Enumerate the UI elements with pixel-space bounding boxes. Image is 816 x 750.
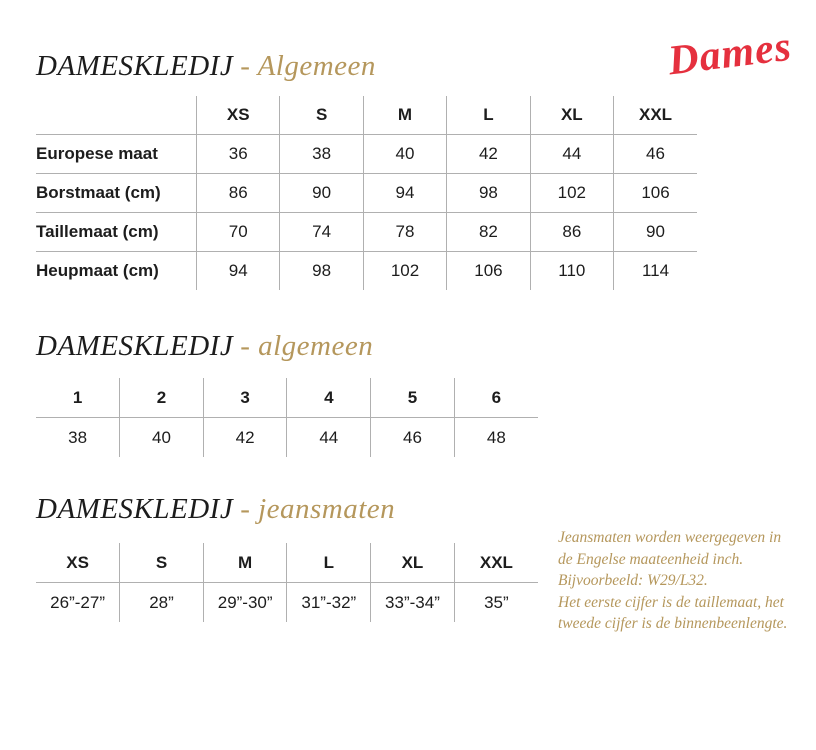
column-header: M — [203, 543, 287, 583]
column-header: S — [120, 543, 204, 583]
cell: 82 — [447, 213, 530, 252]
numeric-size-table — [36, 378, 538, 457]
table-header-row — [36, 378, 538, 418]
cell: 86 — [530, 213, 613, 252]
column-header: 5 — [371, 378, 455, 418]
cell: 98 — [447, 174, 530, 213]
cell: 36 — [197, 135, 280, 174]
column-header: L — [447, 96, 530, 135]
cell: 90 — [280, 174, 363, 213]
row-label: Heupmaat (cm) — [36, 261, 159, 280]
cell: 26”-27” — [50, 592, 105, 612]
note-line: Het eerste cijfer is de taillemaat, het — [558, 593, 784, 611]
table-row — [36, 583, 538, 623]
jeans-note — [558, 527, 813, 635]
cell: 44 — [530, 135, 613, 174]
cell: 102 — [363, 252, 446, 291]
row-label: Taillemaat (cm) — [36, 213, 197, 252]
cell: 102 — [530, 174, 613, 213]
section-title-jeans — [36, 493, 395, 526]
cell: 86 — [197, 174, 280, 213]
column-header: 1 — [36, 378, 120, 418]
section-title-general — [36, 50, 376, 83]
cell: 40 — [363, 135, 446, 174]
column-header: XS — [197, 96, 280, 135]
cell: 46 — [371, 418, 455, 458]
cell: 35” — [454, 583, 538, 623]
column-header: 6 — [454, 378, 538, 418]
note-line: Bijvoorbeeld: W29/L32. — [558, 572, 708, 589]
cell: 28” — [120, 583, 204, 623]
note-line: tweede cijfer is de binnenbeenlengte. — [558, 615, 788, 632]
title-accent: - Algemeen — [240, 50, 376, 82]
note-line: de Engelse maateenheid inch. — [558, 550, 744, 568]
column-header: XXL — [614, 96, 697, 135]
cell: 110 — [530, 252, 613, 291]
title-accent: - algemeen — [240, 330, 374, 362]
table-row — [36, 213, 697, 252]
column-header: 3 — [203, 378, 287, 418]
table-header-row — [36, 543, 538, 583]
cell: 40 — [120, 418, 204, 458]
title-main: DAMESKLEDIJ — [36, 330, 234, 362]
cell: 94 — [363, 174, 446, 213]
cell: 90 — [614, 213, 697, 252]
table-row — [36, 135, 697, 174]
title-main: DAMESKLEDIJ — [36, 493, 234, 525]
dames-logo: Dames — [665, 23, 795, 85]
cell: 44 — [287, 418, 371, 458]
column-header: L — [287, 543, 371, 583]
cell: 98 — [280, 252, 363, 291]
column-header: 4 — [287, 378, 371, 418]
column-header: S — [280, 96, 363, 135]
cell: 70 — [197, 213, 280, 252]
cell: 48 — [454, 418, 538, 458]
cell: 38 — [68, 427, 88, 447]
column-header: XS — [36, 543, 120, 583]
table-row — [36, 174, 697, 213]
note-line: Jeansmaten worden weergegeven in — [558, 529, 782, 546]
table-header-row — [36, 96, 697, 135]
cell: 46 — [614, 135, 697, 174]
empty-header-cell — [36, 96, 197, 135]
row-label: Borstmaat (cm) — [36, 174, 197, 213]
column-header: M — [363, 96, 446, 135]
cell: 74 — [280, 213, 363, 252]
cell: 33”-34” — [371, 583, 455, 623]
title-main: DAMESKLEDIJ — [36, 50, 234, 82]
cell: 106 — [447, 252, 530, 291]
cell: 78 — [363, 213, 446, 252]
section-title-numeric — [36, 330, 373, 363]
cell: 94 — [197, 252, 280, 291]
table-row — [36, 418, 538, 458]
general-size-table — [36, 96, 697, 290]
column-header: XL — [371, 543, 455, 583]
cell: 114 — [614, 252, 697, 291]
cell: 106 — [614, 174, 697, 213]
table-row — [36, 252, 697, 291]
cell: 42 — [203, 418, 287, 458]
row-label: Europese maat — [36, 135, 197, 174]
column-header: XL — [530, 96, 613, 135]
cell: 42 — [447, 135, 530, 174]
cell: 29”-30” — [203, 583, 287, 623]
cell: 31”-32” — [287, 583, 371, 623]
column-header: 2 — [120, 378, 204, 418]
column-header: XXL — [454, 543, 538, 583]
title-accent: - jeansmaten — [240, 493, 396, 525]
jeans-size-table — [36, 543, 538, 622]
cell: 38 — [280, 135, 363, 174]
